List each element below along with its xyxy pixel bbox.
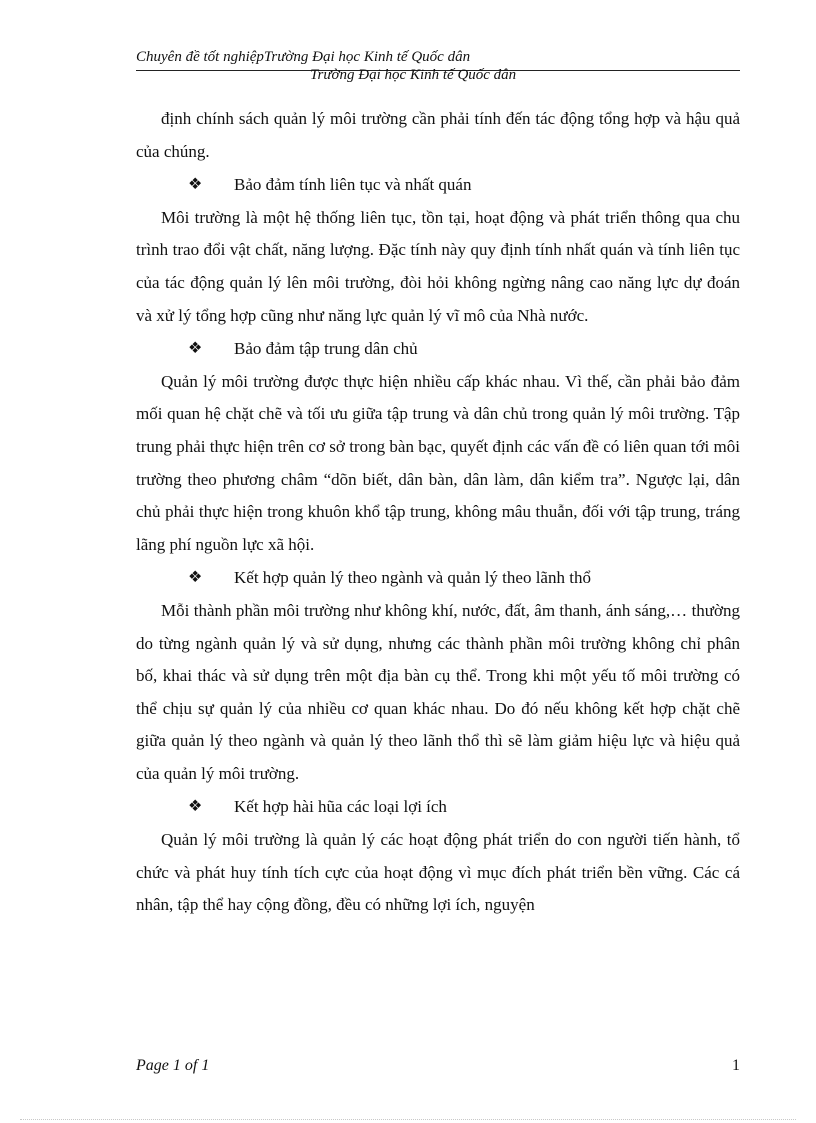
diamond-bullet-icon: ❖ — [188, 176, 203, 194]
section-paragraph: Quản lý môi trường được thực hiện nhiều cấp khác nhau. Vì thế, cần phải bảo đảm mối quan hệ chặt chẽ và tối ưu giữa tập trung và dân chủ trong quản lý môi trường. Tập trung phải thực hiện trên cơ sở trong bàn bạc, quyết định các vấn đề có liên quan tới môi trường theo phương châm “dõn biết, dân bàn, dân làm, dân kiểm tra”. Ngược lại, dân chủ phải thực hiện trong khuôn khổ tập trung, không mâu thuẫn, đối với tập trung, tráng lãng phí nguồn lực xã hội. — [136, 371, 740, 554]
header-subtitle: Trường Đại học Kinh tế Quốc dân — [310, 67, 517, 83]
footer-page-number: 1 — [732, 1057, 740, 1074]
section-heading-text: Kết hợp hài hũa các loại lợi ích — [234, 797, 447, 817]
header-title: Chuyên đề tốt nghiệpTrường Đại học Kinh tế Quốc dân — [136, 49, 471, 65]
section-heading-text: Kết hợp quản lý theo ngành và quản lý theo lãnh thổ — [234, 568, 591, 588]
section-paragraph: Môi trường là một hệ thống liên tục, tồn tại, hoạt động và phát triển thông qua chu trình trao đổi vật chất, năng lượng. Đặc tính này quy định tính nhất quán và tính liên tục của tác động quản lý lên môi trường, đòi hỏi không ngừng nâng cao năng lực dự đoán và xử lý tổng hợp cũng như năng lực quản lý vĩ mô của Nhà nước. — [136, 207, 740, 325]
section-heading — [136, 333, 740, 366]
diamond-bullet-icon: ❖ — [188, 798, 203, 816]
section-heading — [136, 791, 740, 824]
diamond-bullet-icon: ❖ — [188, 569, 203, 587]
section-heading-text: Bảo đảm tập trung dân chủ — [234, 339, 418, 359]
section-heading — [136, 562, 740, 595]
document-body — [136, 103, 740, 922]
page-bottom-divider — [20, 1119, 796, 1120]
section-heading — [136, 169, 740, 202]
section-paragraph: Quản lý môi trường là quản lý các hoạt động phát triển do con người tiến hành, tổ chức và phát huy tính tích cực của hoạt động vì mục đích phát triển bền vững. Các cá nhân, tập thể hay cộng đồng, đều có những lợi ích, nguyện — [136, 830, 740, 915]
diamond-bullet-icon: ❖ — [188, 340, 203, 358]
intro-paragraph: định chính sách quản lý môi trường cần phải tính đến tác động tổng hợp và hậu quả của chúng. — [136, 109, 740, 161]
section-heading-text: Bảo đảm tính liên tục và nhất quán — [234, 175, 472, 195]
section-paragraph: Mỗi thành phần môi trường như không khí, nước, đất, âm thanh, ánh sáng,… thường do từng ngành quản lý và sử dụng, nhưng các thành phần môi trường không chỉ phân bố, khai thác và sử dụng trên một địa bàn cụ thể. Trong khi một yếu tố môi trường có thể chịu sự quản lý của nhiều cơ quan khác nhau. Do đó nếu không kết hợp chặt chẽ giữa quản lý theo ngành và quản lý theo lãnh thổ thì sẽ làm giảm hiệu lực và hiệu quả của quản lý môi trường. — [136, 600, 740, 783]
footer-page-label: Page 1 of 1 — [136, 1057, 210, 1074]
